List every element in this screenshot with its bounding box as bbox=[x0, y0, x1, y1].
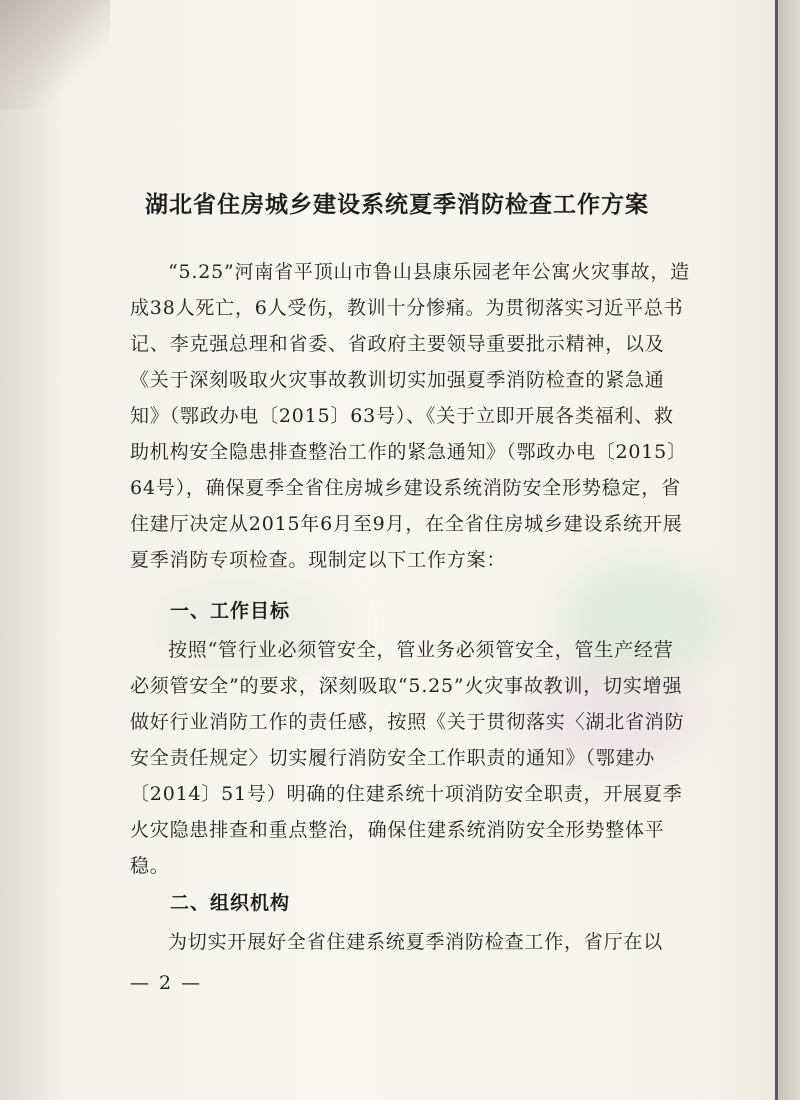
section-heading-organization: 二、组织机构 bbox=[170, 892, 291, 914]
document-title: 湖北省住房城乡建设系统夏季消防检查工作方案 bbox=[145, 191, 649, 218]
intro-paragraph: “5.25”河南省平顶山市鲁山县康乐园老年公寓火灾事故，造成38人死亡，6人受伤，教训十分惨痛。为贯彻落实习近平总书记、李克强总理和省委、省政府主要领导重要批示精神，以及《关于深刻吸取火灾事故教训切实加强夏季消防检查的紧急通知》（鄂政办电〔2015〕63号）、《关于立即开展各类福利、救助机构安全隐患排查整治工作的紧急通知》（鄂政办电〔2015〕64号），确保夏季全省住房城乡建设系统消防安全形势稳定，省住建厅决定从2015年6月至9月，在全省住房城乡建设系统开展夏季消防专项检查。现制定以下工作方案： bbox=[130, 261, 690, 571]
section-goals-paragraph: 按照“管行业必须管安全，管业务必须管安全，管生产经营必须管安全”的要求，深刻吸取“5.25”火灾事故教训，切实增强做好行业消防工作的责任感，按照《关于贯彻落实〈湖北省消防安全责任规定〉切实履行消防安全工作职责的通知》（鄂建办〔2014〕51号）明确的住建系统十项消防安全职责，开展夏季火灾隐患排查和重点整治，确保住建系统消防安全形势整体平稳。 bbox=[130, 639, 685, 877]
scan-corner-shadow bbox=[0, 0, 110, 110]
scan-right-edge-line bbox=[775, 0, 778, 1100]
page-number: — 2 — bbox=[130, 972, 203, 994]
scan-right-margin bbox=[778, 0, 800, 1100]
section-heading-goals: 一、工作目标 bbox=[170, 600, 291, 622]
section-organization-paragraph: 为切实开展好全省住建系统夏季消防检查工作，省厅在以 bbox=[168, 931, 664, 953]
